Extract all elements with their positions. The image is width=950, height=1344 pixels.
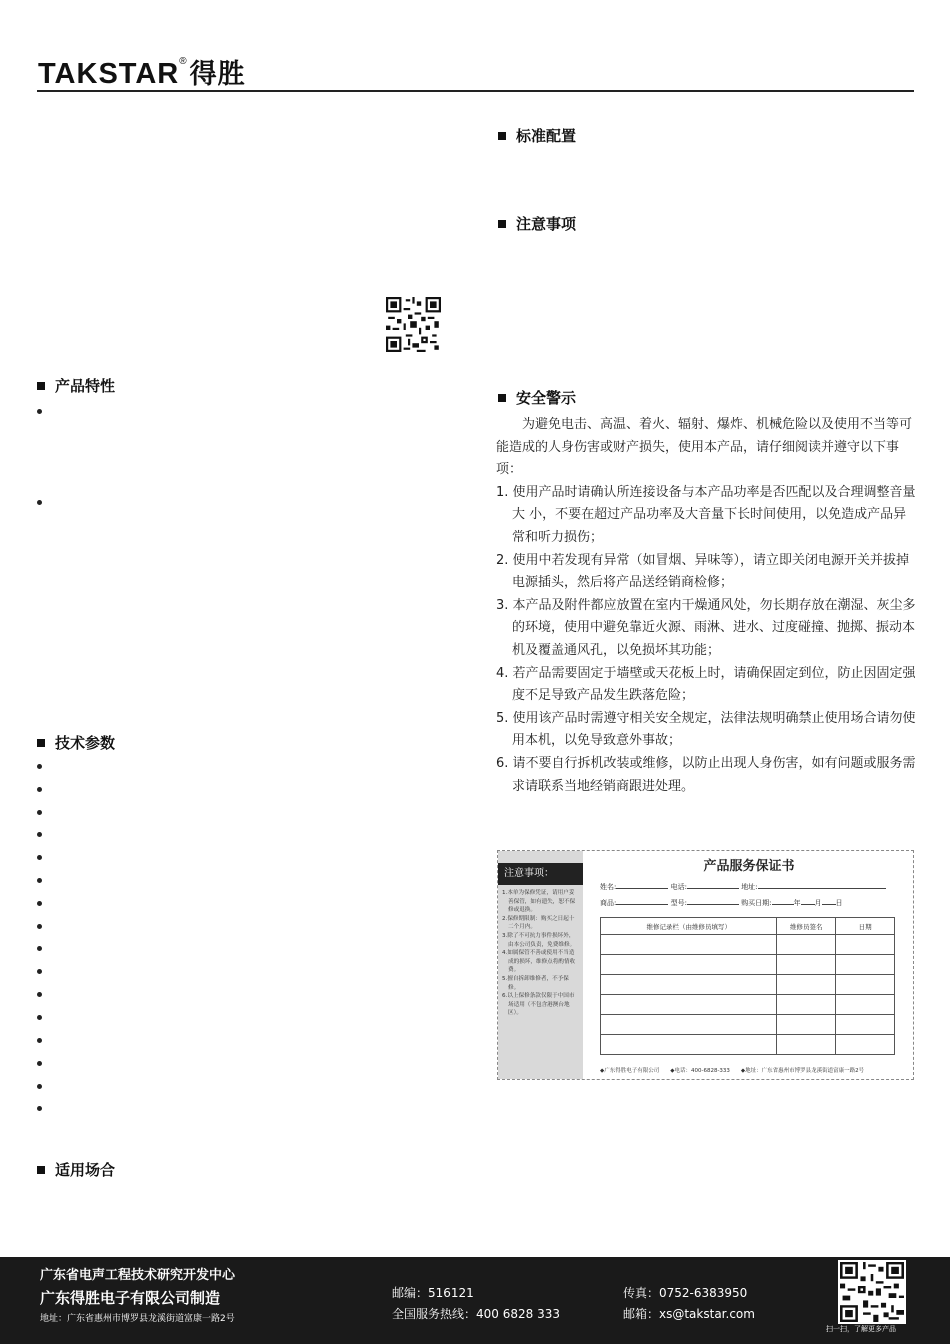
footer-email[interactable]: 邮箱：xs@takstar.com	[623, 1307, 755, 1321]
table-row[interactable]	[601, 975, 895, 995]
spec-bullet	[37, 832, 42, 837]
spec-bullet	[37, 764, 42, 769]
square-bullet-icon	[37, 1166, 45, 1174]
safety-item: 5. 使用该产品时需遵守相关安全规定，法律法规明确禁止使用场合请勿使用本机，以免导致意外事故；	[496, 710, 916, 749]
qr-code-icon	[840, 1262, 904, 1322]
safety-intro: 为避免电击、高温、着火、辐射、爆炸、机械危险以及使用不当等可能造成的人身伤害或财产损失，使用本产品，请仔细阅读并遵守以下事项：	[496, 417, 913, 478]
footer-hotline: 全国服务热线：400 6828 333	[392, 1307, 560, 1321]
field-address-input[interactable]	[758, 880, 886, 889]
field-month-label: 月	[814, 899, 822, 907]
square-bullet-icon	[498, 220, 506, 228]
spec-bullet	[37, 946, 42, 951]
field-product-label: 商品:	[600, 899, 617, 907]
safety-warnings	[496, 414, 916, 798]
footer-qr-code	[838, 1260, 906, 1324]
field-year-label: 年	[793, 899, 801, 907]
footer-fax: 传真：0752-6383950	[623, 1286, 748, 1300]
field-address-label: 地址:	[741, 883, 758, 891]
section-features: 产品特性	[37, 375, 115, 396]
safety-item: 3. 本产品及附件都应放置在室内干燥通风处，勿长期存放在潮湿、灰尘多的环境，使用中避免靠近火源、雨淋、进水、过度碰撞、抛掷、振动本机及覆盖通风孔，以免损坏其功能；	[496, 597, 916, 658]
field-model-input[interactable]	[687, 896, 739, 905]
field-month-input[interactable]	[801, 896, 815, 905]
table-row[interactable]	[601, 995, 895, 1015]
header-rule	[37, 90, 914, 92]
warranty-footer: ◆广东得胜电子有限公司 ◆电话：400-6828-333 ◆地址：广东省惠州市博罗县龙溪街道富康一路2号	[600, 1068, 865, 1074]
section-notice: 注意事项	[498, 213, 576, 234]
warranty-title: 产品服务保证书	[703, 859, 795, 874]
spec-bullet	[37, 901, 42, 906]
field-name-input[interactable]	[616, 880, 668, 889]
safety-item: 1. 使用产品时请确认所连接设备与本产品功率是否匹配以及合理调整音量大 小，不要在超过产品功率及大音量下长时间使用，以免造成产品异常和听力损伤；	[496, 484, 916, 545]
warranty-note: 5.擅自拆卸维修者，不予保修。	[502, 975, 569, 991]
repair-record-table	[600, 917, 895, 1055]
field-product-input[interactable]	[616, 896, 668, 905]
field-day-label: 日	[835, 899, 843, 907]
spec-bullet	[37, 1038, 42, 1043]
safety-item: 2. 使用中若发现有异常（如冒烟、异味等），请立即关闭电源开关并拔掉电源插头，然后将产品送经销商检修；	[496, 552, 910, 591]
spec-bullet	[37, 878, 42, 883]
footer-center-name: 广东省电声工程技术研究开发中心	[40, 1268, 236, 1283]
field-name-label: 姓名:	[600, 883, 617, 891]
section-applications: 适用场合	[37, 1159, 115, 1180]
warranty-notes-title: 注意事项：	[498, 863, 583, 885]
section-standard-config: 标准配置	[498, 125, 576, 146]
spec-bullet	[37, 969, 42, 974]
warranty-card	[497, 850, 914, 1080]
field-phone-label: 电话:	[670, 883, 687, 891]
section-specs: 技术参数	[37, 732, 115, 753]
warranty-notes-list	[498, 885, 583, 1018]
footer-address: 地址：广东省惠州市博罗县龙溪街道富康一路2号	[40, 1314, 235, 1324]
spec-bullet	[37, 924, 42, 929]
registered-mark: ®	[179, 56, 188, 67]
square-bullet-icon	[37, 739, 45, 747]
table-header: 维修记录栏（由维修员填写）	[601, 918, 777, 935]
table-header: 维修员签名	[777, 918, 836, 935]
field-year-input[interactable]	[772, 896, 794, 905]
field-phone-input[interactable]	[687, 880, 739, 889]
safety-list	[496, 482, 916, 798]
brand-name-en: TAKSTAR	[38, 58, 180, 90]
table-row[interactable]	[601, 1015, 895, 1035]
warranty-note: 2.保修期限制：购买之日起十二个月内。	[502, 915, 575, 931]
safety-item: 6. 请不要自行拆机改装或维修，以防止出现人身伤害，如有问题或服务需求请联系当地经销商跟进处理。	[496, 755, 916, 794]
safety-item: 4. 若产品需要固定于墙壁或天花板上时，请确保固定到位，防止因固定强度不足导致产品发生跌落危险；	[496, 665, 916, 704]
square-bullet-icon	[498, 394, 506, 402]
spec-bullet	[37, 1061, 42, 1066]
spec-bullet	[37, 1106, 42, 1111]
warranty-note: 3.除了不可抗力事件损坏外，由本公司负责，免费维修。	[502, 932, 576, 948]
brand-logo	[38, 52, 246, 91]
spec-bullet	[37, 1015, 42, 1020]
spec-bullet	[37, 855, 42, 860]
page-footer	[0, 1257, 950, 1344]
feature-bullet	[37, 500, 42, 505]
square-bullet-icon	[37, 382, 45, 390]
table-row[interactable]	[601, 955, 895, 975]
spec-bullet	[37, 787, 42, 792]
qr-code-icon	[386, 297, 441, 352]
spec-bullet	[37, 1084, 42, 1089]
feature-bullet	[37, 409, 42, 414]
square-bullet-icon	[498, 132, 506, 140]
footer-qr-caption: 扫一扫，了解更多产品	[826, 1325, 896, 1333]
table-row[interactable]	[601, 1035, 895, 1055]
field-purchase-date-label: 购买日期:	[741, 899, 772, 907]
field-day-input[interactable]	[822, 896, 836, 905]
spec-bullet	[37, 810, 42, 815]
field-model-label: 型号:	[670, 899, 687, 907]
warranty-note: 4.如属保管不善或使用不当造成的损坏，维修点将酌情收费。	[502, 950, 576, 974]
footer-company: 广东得胜电子有限公司制造	[40, 1289, 221, 1307]
brand-name-cn: 得胜	[189, 59, 246, 90]
section-safety: 安全警示	[498, 387, 576, 408]
table-header: 日期	[836, 918, 895, 935]
warranty-fields	[600, 879, 886, 911]
footer-postcode: 邮编：516121	[392, 1286, 474, 1300]
spec-bullet	[37, 992, 42, 997]
warranty-notes-panel	[498, 851, 583, 1079]
warranty-note: 1.本单为保修凭证，请用户妥善保管，如有遗失，恕不保修或退换。	[502, 890, 576, 914]
warranty-note: 6.以上保修条款仅限于中国市场适用（不包含港澳台地区）。	[502, 993, 575, 1017]
table-row[interactable]	[601, 935, 895, 955]
